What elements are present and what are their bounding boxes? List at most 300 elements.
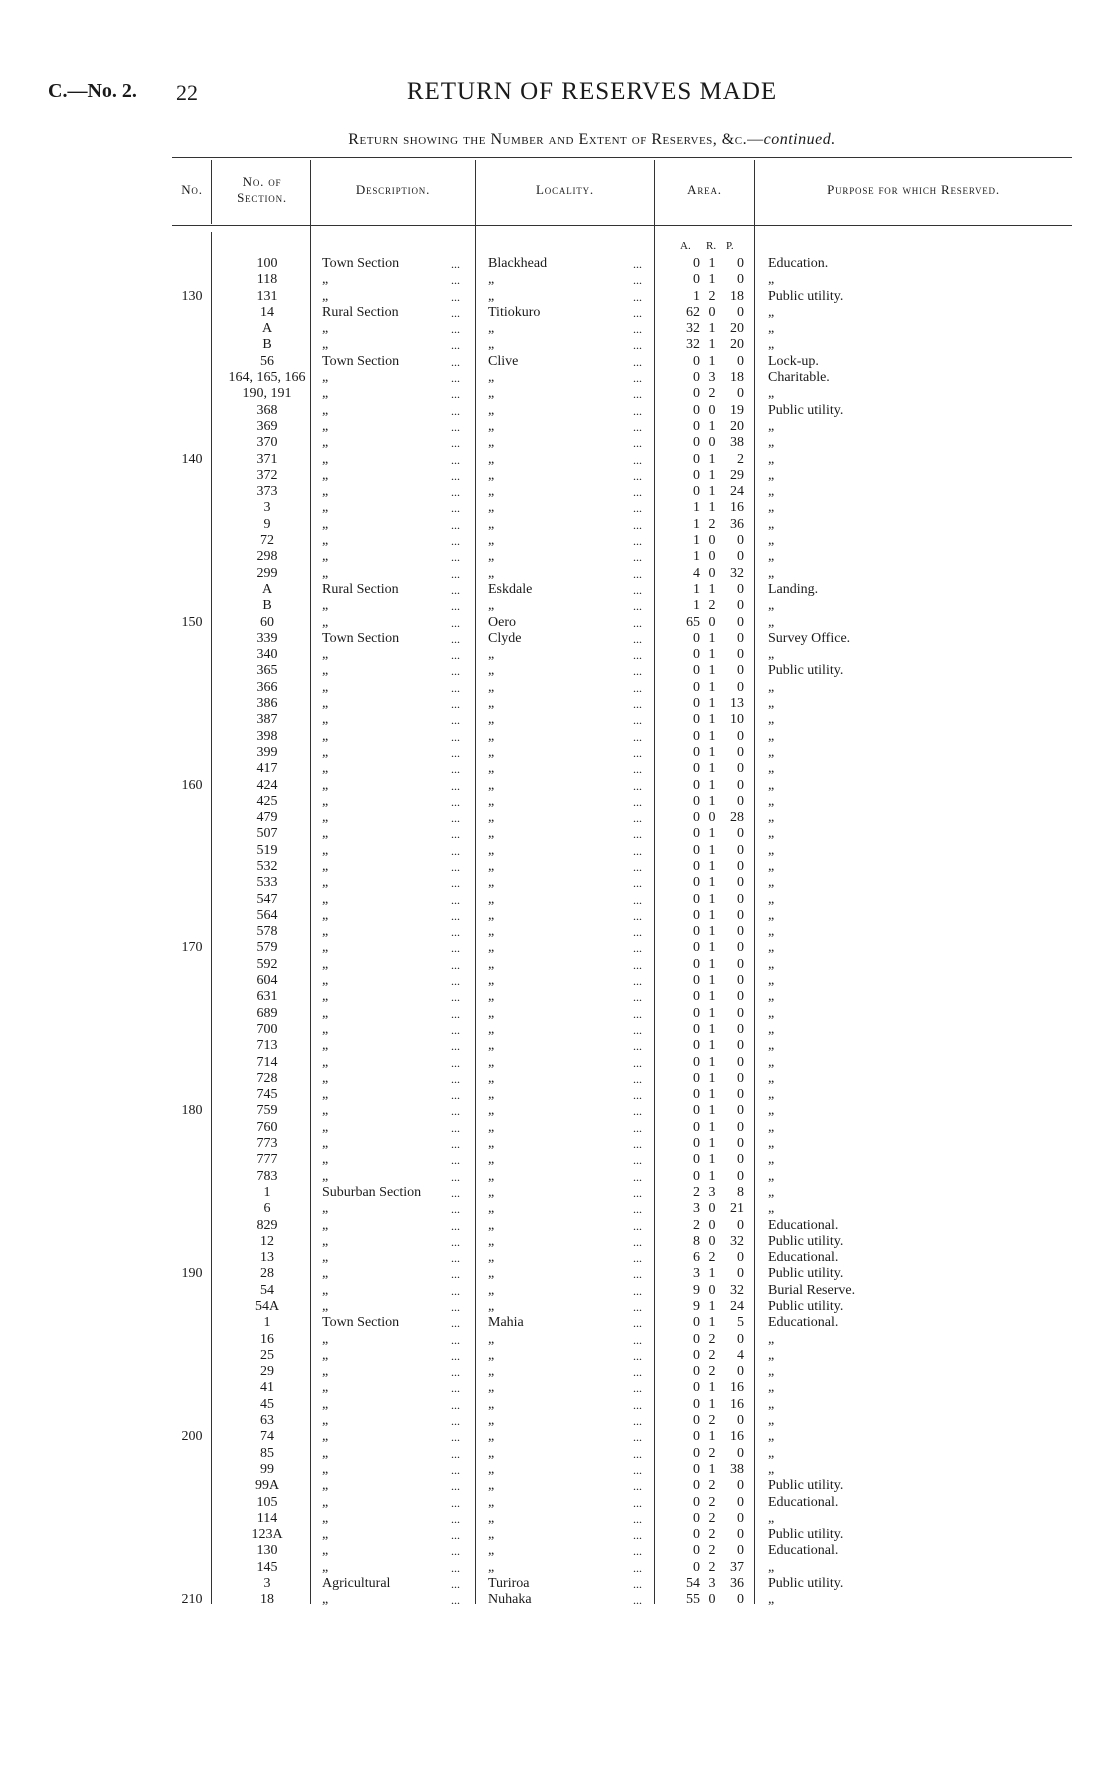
purpose: „ [768,826,775,842]
col-header-no: No. [181,182,203,197]
leader-dots: ... [633,1577,642,1592]
table-row [0,1120,1114,1136]
area-acres: 0 [693,1527,700,1543]
leader-dots: ... [451,664,460,679]
area-roods: 1 [708,1396,716,1412]
leader-dots: ... [451,403,460,418]
area-acres: 0 [693,712,700,728]
area-perches: 0 [737,1005,744,1021]
table-row [0,549,1114,565]
locality: „ [488,1380,495,1396]
leader-dots: ... [451,338,460,353]
area-perches: 0 [737,761,744,777]
locality: „ [488,288,495,304]
locality: Clive [488,353,519,369]
area-roods: 1 [708,1266,716,1282]
purpose: „ [768,304,775,320]
leader-dots: ... [633,1137,642,1152]
table-row [0,647,1114,663]
area-acres: 0 [693,858,700,874]
area-perches: 0 [737,1021,744,1037]
leader-dots: ... [633,729,642,744]
area-acres: 0 [693,989,700,1005]
leader-dots: ... [451,745,460,760]
section-number: 131 [256,288,278,304]
locality: „ [488,875,495,891]
leader-dots: ... [451,713,460,728]
description: „ [322,712,329,728]
leader-dots: ... [633,1071,642,1086]
area-acres: 0 [693,924,700,940]
leader-dots: ... [633,468,642,483]
leader-dots: ... [633,1332,642,1347]
area-perches: 0 [737,647,744,663]
purpose: Public utility. [768,1299,844,1314]
table-row [0,256,1114,272]
area-roods: 2 [708,1250,716,1266]
area-perches: 0 [737,1364,744,1380]
leader-dots: ... [451,1267,460,1282]
locality: „ [488,679,495,695]
area-perches: 29 [730,467,744,483]
leader-dots: ... [633,1479,642,1494]
purpose: „ [768,891,775,907]
table-row [0,500,1114,516]
section-number: 72 [260,533,274,549]
leader-dots: ... [633,273,642,288]
leader-dots: ... [633,1430,642,1445]
leader-dots: ... [633,1088,642,1103]
leader-dots: ... [451,468,460,483]
area-acres: 0 [693,696,700,712]
section-number: 783 [256,1168,278,1184]
table-row [0,1543,1114,1559]
purpose: „ [768,1152,775,1168]
area-roods: 1 [708,989,716,1005]
purpose: „ [768,1380,775,1396]
area-acres: 1 [693,288,700,304]
area-acres: 2 [693,1217,700,1233]
section-number: 547 [256,891,278,907]
section-number: 54 [260,1282,274,1298]
leader-dots: ... [451,1137,460,1152]
locality: Nuhaka [488,1592,532,1608]
locality: „ [488,1510,495,1526]
purpose: „ [768,1021,775,1037]
description: „ [322,435,329,451]
area-roods: 2 [708,1527,716,1543]
description: „ [322,1266,329,1282]
description: Agricultural [322,1576,391,1592]
area-roods: 1 [708,1429,716,1445]
section-number: 114 [256,1510,278,1526]
section-number: 9 [263,516,271,532]
description: „ [322,1152,329,1168]
leader-dots: ... [451,908,460,923]
leader-dots: ... [633,811,642,826]
area-acres: 32 [686,337,700,353]
area-acres: 1 [693,516,700,532]
area-perches: 0 [737,1217,744,1233]
area-perches: 0 [737,858,744,874]
purpose: „ [768,337,775,353]
area-roods: 1 [708,1087,716,1103]
purpose: Public utility. [768,1233,844,1249]
locality: „ [488,1413,495,1429]
leader-dots: ... [451,876,460,891]
area-perches: 0 [737,1103,744,1119]
area-acres: 0 [693,418,700,434]
area-perches: 18 [730,288,744,304]
locality: „ [488,924,495,940]
description: „ [322,1331,329,1347]
leader-dots: ... [633,794,642,809]
area-acres: 0 [693,1119,700,1135]
area-roods: 1 [708,337,716,353]
purpose: „ [768,565,775,581]
leader-dots: ... [451,631,460,646]
description: „ [322,1396,329,1412]
leader-dots: ... [633,371,642,386]
area-acres: 0 [693,907,700,923]
area-perches: 20 [730,418,744,434]
locality: „ [488,826,495,842]
area-roods: 1 [708,973,716,989]
area-acres: 0 [693,1103,700,1119]
description: „ [322,875,329,891]
subtitle-continued: continued. [763,131,836,148]
table-row [0,1462,1114,1478]
leader-dots: ... [633,843,642,858]
table-row [0,1185,1114,1201]
area-perches: 0 [737,1070,744,1086]
area-acres: 0 [693,1478,700,1494]
locality: „ [488,533,495,549]
area-acres: 4 [693,565,700,581]
area-acres: 0 [693,1087,700,1103]
purpose: „ [768,956,775,972]
purpose: „ [768,858,775,874]
area-perches: 0 [737,630,744,646]
area-perches: 0 [737,304,744,320]
table-row [0,533,1114,549]
leader-dots: ... [633,517,642,532]
area-perches: 0 [737,1510,744,1526]
area-acres: 0 [693,630,700,646]
description: „ [322,272,329,288]
leader-dots: ... [451,1544,460,1559]
leader-dots: ... [633,1300,642,1314]
area-acres: 0 [693,1347,700,1363]
leader-dots: ... [633,322,642,337]
area-perches: 0 [737,1168,744,1184]
locality: „ [488,484,495,500]
purpose: „ [768,973,775,989]
area-roods: 2 [708,1347,716,1363]
leader-dots: ... [633,1560,642,1575]
table-row [0,1266,1114,1282]
area-perches: 0 [737,386,744,402]
table-row [0,957,1114,973]
section-number: 424 [256,777,278,793]
locality: „ [488,842,495,858]
purpose: „ [768,1461,775,1477]
description: „ [322,451,329,467]
description: „ [322,1364,329,1380]
leader-dots: ... [451,273,460,288]
area-roods: 1 [708,663,716,679]
locality: „ [488,989,495,1005]
area-perches: 4 [737,1347,744,1363]
purpose: „ [768,451,775,467]
locality: „ [488,973,495,989]
row-number: 140 [181,451,203,467]
table-row [0,631,1114,647]
area-roods: 1 [708,728,716,744]
area-roods: 0 [708,614,716,630]
leader-dots: ... [633,1544,642,1559]
area-roods: 1 [708,891,716,907]
purpose: „ [768,793,775,809]
table-row [0,1299,1114,1315]
description: „ [322,1299,329,1314]
area-perches: 0 [737,1543,744,1559]
leader-dots: ... [451,1300,460,1314]
area-roods: 1 [708,1119,716,1135]
col-header-description: Description. [355,182,431,197]
area-perches: 0 [737,1494,744,1510]
purpose: Educational. [768,1217,839,1233]
table-row [0,745,1114,761]
area-roods: 1 [708,1299,716,1314]
purpose: „ [768,1510,775,1526]
description: „ [322,1461,329,1477]
area-roods: 0 [708,1282,716,1298]
leader-dots: ... [633,941,642,956]
description: „ [322,1168,329,1184]
purpose: „ [768,1201,775,1217]
leader-dots: ... [451,1446,460,1461]
area-acres: 0 [693,973,700,989]
area-roods: 3 [708,1576,716,1592]
row-number: 200 [181,1429,203,1445]
leader-dots: ... [451,1495,460,1510]
purpose: Landing. [768,581,819,597]
area-roods: 1 [708,1070,716,1086]
col-header-section: No. of Section. [237,174,287,205]
leader-dots: ... [633,1234,642,1249]
area-perches: 16 [730,1380,744,1396]
locality: „ [488,1478,495,1494]
description: „ [322,940,329,956]
section-number: 398 [256,728,278,744]
leader-dots: ... [633,1022,642,1037]
area-roods: 2 [708,1494,716,1510]
table-row [0,1429,1114,1445]
locality: „ [488,1119,495,1135]
description: Rural Section [322,581,399,597]
area-roods: 1 [708,467,716,483]
description: „ [322,858,329,874]
area-roods: 1 [708,1038,716,1054]
leader-dots: ... [451,615,460,630]
area-acres: 0 [693,1413,700,1429]
purpose: „ [768,1396,775,1412]
area-roods: 0 [708,304,716,320]
description: „ [322,533,329,549]
description: „ [322,1021,329,1037]
section-number: 118 [256,272,278,288]
purpose: „ [768,549,775,565]
purpose: „ [768,1184,775,1200]
locality: „ [488,1087,495,1103]
purpose: „ [768,386,775,402]
area-perches: 24 [730,484,744,500]
section-number: 130 [256,1543,278,1559]
area-roods: 1 [708,679,716,695]
table-row [0,1006,1114,1022]
leader-dots: ... [451,517,460,532]
area-acres: 3 [693,1266,700,1282]
table-row [0,1250,1114,1266]
area-acres: 62 [686,304,700,320]
locality: „ [488,1217,495,1233]
section-number: 366 [256,679,278,695]
description: „ [322,549,329,565]
area-roods: 1 [708,858,716,874]
area-perches: 0 [737,549,744,565]
row-number: 210 [181,1592,203,1608]
purpose: Educational. [768,1315,839,1331]
leader-dots: ... [451,1332,460,1347]
area-roods: 2 [708,598,716,614]
purpose: „ [768,1364,775,1380]
leader-dots: ... [633,1218,642,1233]
section-number: 1 [263,1184,271,1200]
locality: „ [488,1429,495,1445]
area-acres: 0 [693,1331,700,1347]
purpose: „ [768,1136,775,1152]
area-roods: 1 [708,500,716,516]
area-acres: 0 [693,663,700,679]
section-number: 371 [256,451,278,467]
leader-dots: ... [633,257,642,271]
locality: „ [488,565,495,581]
purpose: „ [768,1445,775,1461]
description: „ [322,777,329,793]
leader-dots: ... [633,1511,642,1526]
leader-dots: ... [633,1169,642,1184]
purpose: Public utility. [768,663,844,679]
description: „ [322,1103,329,1119]
purpose: „ [768,875,775,891]
section-number: 365 [256,663,278,679]
section-number: 56 [260,353,274,369]
section-number: 28 [260,1266,274,1282]
section-number: 592 [256,956,278,972]
area-perches: 0 [737,598,744,614]
purpose: „ [768,1331,775,1347]
leader-dots: ... [633,1414,642,1429]
purpose: „ [768,842,775,858]
leader-dots: ... [451,1088,460,1103]
area-roods: 1 [708,630,716,646]
description: „ [322,1347,329,1363]
section-number: 564 [256,907,278,923]
section-number: 387 [256,712,278,728]
area-roods: 0 [708,810,716,826]
area-acres: 0 [693,1510,700,1526]
description: „ [322,679,329,695]
leader-dots: ... [633,566,642,581]
table-row [0,1478,1114,1494]
section-number: 368 [256,402,278,418]
area-roods: 0 [708,1217,716,1233]
section-number: 578 [256,924,278,940]
table-row [0,354,1114,370]
table-row [0,1038,1114,1054]
purpose: Burial Reserve. [768,1282,856,1298]
description: Town Section [322,353,400,369]
locality: „ [488,1136,495,1152]
area-acres: 6 [693,1250,700,1266]
leader-dots: ... [633,713,642,728]
description: „ [322,1413,329,1429]
area-perches: 19 [730,402,744,418]
purpose: „ [768,728,775,744]
row-number: 130 [181,288,203,304]
locality: „ [488,1347,495,1363]
leader-dots: ... [451,1462,460,1477]
locality: Mahia [488,1315,524,1331]
leader-dots: ... [633,1185,642,1200]
purpose: Educational. [768,1494,839,1510]
area-acres: 0 [693,1070,700,1086]
description: „ [322,1445,329,1461]
leader-dots: ... [633,1348,642,1363]
area-acres: 0 [693,1005,700,1021]
leader-dots: ... [633,664,642,679]
area-roods: 1 [708,353,716,369]
purpose: „ [768,940,775,956]
area-acres: 32 [686,321,700,337]
table-row [0,826,1114,842]
area-perches: 24 [730,1299,744,1314]
section-number: 604 [256,973,278,989]
section-number: 829 [256,1217,278,1233]
area-acres: 0 [693,1136,700,1152]
purpose: „ [768,1087,775,1103]
leader-dots: ... [451,941,460,956]
locality: „ [488,1038,495,1054]
leader-dots: ... [451,1577,460,1592]
purpose: „ [768,1119,775,1135]
locality: „ [488,451,495,467]
table-row [0,761,1114,777]
table-row [0,908,1114,924]
section-number: 29 [260,1364,274,1380]
area-perches: 0 [737,256,744,271]
leader-dots: ... [633,615,642,630]
section-number: 386 [256,696,278,712]
area-roods: 2 [708,516,716,532]
area-roods: 1 [708,272,716,288]
area-roods: 1 [708,1380,716,1396]
table-row [0,924,1114,940]
section-number: 16 [260,1331,274,1347]
leader-dots: ... [633,1365,642,1380]
leader-dots: ... [451,1251,460,1266]
